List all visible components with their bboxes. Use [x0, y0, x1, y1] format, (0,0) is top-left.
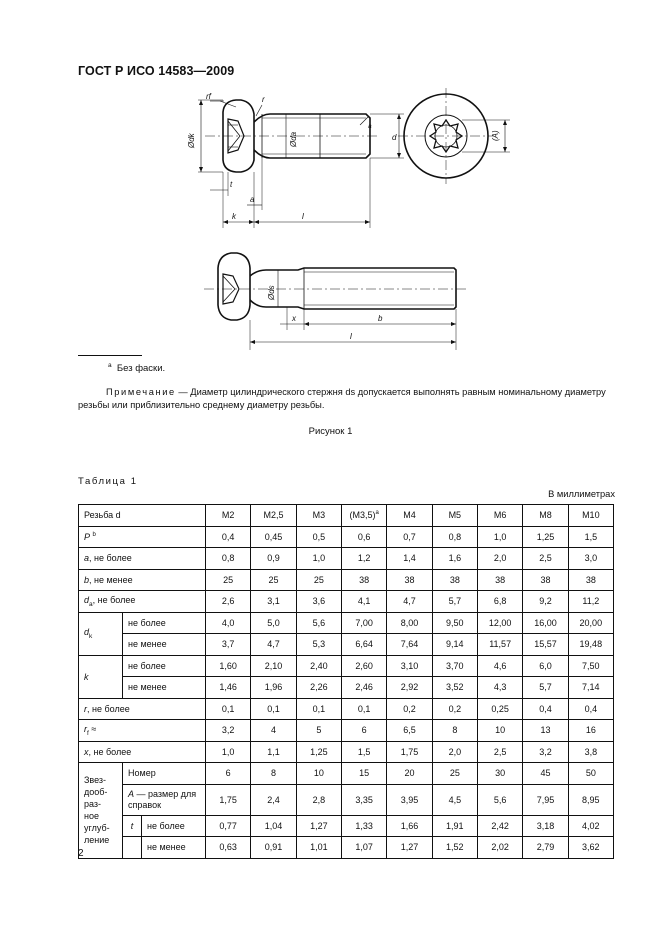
table-cell: 7,95	[523, 784, 568, 815]
table-cell: 11,57	[477, 634, 522, 656]
table-cell: 3,18	[523, 815, 568, 837]
table-cell: 50	[568, 763, 613, 785]
table-cell: 8,95	[568, 784, 613, 815]
table-cell: 10	[477, 720, 522, 742]
table-cell: 0,7	[387, 526, 432, 548]
table-cell: 3,2	[206, 720, 251, 742]
table-row	[79, 548, 614, 570]
table-row	[79, 720, 614, 742]
footnote-marker: a	[108, 362, 112, 369]
table-cell: 2,5	[523, 548, 568, 570]
table-cell: 2,0	[432, 741, 477, 763]
table-row	[79, 815, 614, 837]
table-row	[79, 655, 614, 677]
label-da: Øda	[289, 131, 298, 147]
size-header-cell: M5	[432, 505, 477, 527]
table-cell: 2,79	[523, 837, 568, 859]
size-header-cell: M8	[523, 505, 568, 527]
label-dk: Ødk	[187, 133, 196, 148]
label-x: x	[292, 314, 296, 323]
table-cell: 15	[342, 763, 387, 785]
table-cell: 4,3	[477, 677, 522, 699]
row-label: r, не более	[79, 698, 206, 720]
table-cell: 0,1	[296, 698, 341, 720]
row-label: k	[79, 655, 123, 698]
label-t: t	[230, 180, 233, 189]
size-header-cell: $(M3,5)^a$	[342, 505, 387, 527]
label-b: b	[378, 314, 383, 323]
table-cell: 2,10	[251, 655, 296, 677]
table-cell: 1,5	[568, 526, 613, 548]
table-cell: 6,0	[523, 655, 568, 677]
table-cell: 1,0	[477, 526, 522, 548]
table-cell: 6,5	[387, 720, 432, 742]
table-cell: 5,7	[432, 591, 477, 613]
screw-side-view	[198, 100, 404, 228]
table-cell: 1,0	[206, 741, 251, 763]
table-cell: 3,70	[432, 655, 477, 677]
row-label: $d_k$	[79, 612, 123, 655]
table-cell: 4,7	[387, 591, 432, 613]
table-cell: 0,63	[206, 837, 251, 859]
row-label: $r_f$ ≈	[79, 720, 206, 742]
table-cell: 5,3	[296, 634, 341, 656]
row-sublabel: не менее	[123, 677, 206, 699]
table-cell: 0,4	[206, 526, 251, 548]
table-cell: 1,25	[523, 526, 568, 548]
table-cell: 1,6	[432, 548, 477, 570]
table-cell: 5,6	[477, 784, 522, 815]
table-cell: 0,1	[206, 698, 251, 720]
table-cell: 0,9	[251, 548, 296, 570]
row-sublabel: не более	[123, 655, 206, 677]
table-cell: 38	[568, 569, 613, 591]
technical-drawing	[0, 0, 661, 360]
table-cell: 0,1	[251, 698, 296, 720]
table-row	[79, 784, 614, 815]
size-header-cell: M6	[477, 505, 522, 527]
table-cell: 0,1	[342, 698, 387, 720]
table-cell: 0,5	[296, 526, 341, 548]
table-cell: 1,60	[206, 655, 251, 677]
size-header-cell: M2	[206, 505, 251, 527]
figure-note	[78, 386, 626, 412]
table-cell: 7,64	[387, 634, 432, 656]
row-sublabel: t не более	[123, 815, 206, 837]
table-cell: 16	[568, 720, 613, 742]
label-ds: Øds	[267, 285, 276, 300]
table-cell: 9,2	[523, 591, 568, 613]
table-cell: 13	[523, 720, 568, 742]
table-row	[79, 741, 614, 763]
row-label: b, не менее	[79, 569, 206, 591]
table-cell: 0,91	[251, 837, 296, 859]
table-cell: 45	[523, 763, 568, 785]
label-a: a	[250, 195, 255, 204]
label-r: r	[262, 95, 265, 104]
table-cell: 5,6	[296, 612, 341, 634]
table-cell: 1,1	[251, 741, 296, 763]
table-cell: 8	[432, 720, 477, 742]
table-cell: 4,02	[568, 815, 613, 837]
table-cell: 30	[477, 763, 522, 785]
table-cell: 3,62	[568, 837, 613, 859]
table-row	[79, 612, 614, 634]
figure-caption: Рисунок 1	[308, 426, 353, 437]
screw-side-view-reduced-shank	[204, 253, 468, 350]
table-caption: Таблица 1	[78, 476, 138, 487]
table-cell: 3,52	[432, 677, 477, 699]
row-sublabel: Номер	[123, 763, 206, 785]
table-cell: 1,07	[342, 837, 387, 859]
document-header: ГОСТ Р ИСО 14583—2009	[78, 64, 235, 78]
table-cell: 0,2	[387, 698, 432, 720]
table-cell: 25	[296, 569, 341, 591]
table-cell: 2,42	[477, 815, 522, 837]
table-cell: 1,96	[251, 677, 296, 699]
table-row	[79, 591, 614, 613]
table-cell: 4,6	[477, 655, 522, 677]
table-cell: 1,25	[296, 741, 341, 763]
table-row	[79, 837, 614, 859]
table-cell: 38	[342, 569, 387, 591]
table-row	[79, 698, 614, 720]
table-cell: 0,25	[477, 698, 522, 720]
table-cell: 25	[251, 569, 296, 591]
table-cell: 12,00	[477, 612, 522, 634]
table-cell: 1,2	[342, 548, 387, 570]
size-header-cell: M2,5	[251, 505, 296, 527]
footnote-rule	[78, 355, 142, 356]
size-header-cell: M10	[568, 505, 613, 527]
table-cell: 2,5	[477, 741, 522, 763]
table-cell: 1,01	[296, 837, 341, 859]
table-cell: 0,4	[523, 698, 568, 720]
table-cell: 1,0	[296, 548, 341, 570]
table-cell: 4,1	[342, 591, 387, 613]
page-number: 2	[78, 848, 84, 859]
table-units: В миллиметрах	[548, 489, 615, 499]
table-cell: 2,6	[206, 591, 251, 613]
table-cell: 3,8	[568, 741, 613, 763]
table-cell: 10	[296, 763, 341, 785]
table-cell: 1,46	[206, 677, 251, 699]
table-row	[79, 634, 614, 656]
table-cell: 20,00	[568, 612, 613, 634]
table-header-row	[79, 505, 614, 527]
label-a-superscript: a	[368, 123, 372, 130]
table-cell: 6	[206, 763, 251, 785]
table-cell: 3,10	[387, 655, 432, 677]
table-cell: 38	[523, 569, 568, 591]
note-text: — Диаметр цилиндрического стержня ds допускается выполнять равным номинальному диаметру резьбы или приблизительно среднему диаметру резьбы.	[78, 387, 606, 410]
table-cell: 4,0	[206, 612, 251, 634]
table-cell: 1,75	[387, 741, 432, 763]
table-cell: 6,8	[477, 591, 522, 613]
table-cell: 1,91	[432, 815, 477, 837]
table-cell: 3,6	[296, 591, 341, 613]
table-cell: 2,26	[296, 677, 341, 699]
label-k: k	[232, 212, 236, 221]
table-cell: 1,66	[387, 815, 432, 837]
row-sublabel: A — размер для справок	[123, 784, 206, 815]
table-cell: 1,5	[342, 741, 387, 763]
table-cell: 0,45	[251, 526, 296, 548]
table-cell: 5	[296, 720, 341, 742]
table-row	[79, 763, 614, 785]
table-cell: 5,7	[523, 677, 568, 699]
row-label: a, не более	[79, 548, 206, 570]
table-cell: 3,7	[206, 634, 251, 656]
footnote: $^a$ Без фаски.	[108, 362, 166, 375]
size-header-cell: M3	[296, 505, 341, 527]
table-cell: 15,57	[523, 634, 568, 656]
table-cell: 1,33	[342, 815, 387, 837]
table-row	[79, 569, 614, 591]
note-lead: Примечание	[106, 387, 176, 397]
table-cell: 3,1	[251, 591, 296, 613]
table-cell: 3,95	[387, 784, 432, 815]
table-cell: 2,02	[477, 837, 522, 859]
label-rf: rf	[206, 92, 211, 101]
table-cell: 1,52	[432, 837, 477, 859]
table-cell: 0,77	[206, 815, 251, 837]
table-cell: 2,4	[251, 784, 296, 815]
table-cell: 2,0	[477, 548, 522, 570]
row-label: P $^b$	[79, 526, 206, 548]
table-cell: 6,64	[342, 634, 387, 656]
row-sublabel: не менее	[123, 837, 206, 859]
table-cell: 7,14	[568, 677, 613, 699]
table-cell: 7,00	[342, 612, 387, 634]
table-row	[79, 677, 614, 699]
size-header-cell: M4	[387, 505, 432, 527]
row-label: $d_a$, не более	[79, 591, 206, 613]
table-cell: 2,40	[296, 655, 341, 677]
table-cell: 8	[251, 763, 296, 785]
dimensions-table	[78, 504, 614, 859]
table-cell: 25	[206, 569, 251, 591]
table-cell: 1,4	[387, 548, 432, 570]
table-cell: 1,04	[251, 815, 296, 837]
table-cell: 3,0	[568, 548, 613, 570]
label-l: l	[302, 212, 304, 221]
table-cell: 2,92	[387, 677, 432, 699]
table-cell: 19,48	[568, 634, 613, 656]
table-cell: 20	[387, 763, 432, 785]
table-cell: 4	[251, 720, 296, 742]
table-cell: 0,8	[432, 526, 477, 548]
dimensions-table-body	[79, 505, 614, 859]
label-d: d	[392, 133, 397, 142]
table-cell: 16,00	[523, 612, 568, 634]
table-cell: 9,50	[432, 612, 477, 634]
table-cell: 0,4	[568, 698, 613, 720]
table-cell: 3,35	[342, 784, 387, 815]
table-cell: 1,75	[206, 784, 251, 815]
table-cell: 25	[432, 763, 477, 785]
label-A: (A)	[491, 130, 500, 141]
table-cell: 2,46	[342, 677, 387, 699]
table-cell: 6	[342, 720, 387, 742]
table-cell: 38	[387, 569, 432, 591]
table-cell: 5,0	[251, 612, 296, 634]
row-label: x, не более	[79, 741, 206, 763]
table-cell: 2,60	[342, 655, 387, 677]
table-cell: 1,27	[296, 815, 341, 837]
table-cell: 2,8	[296, 784, 341, 815]
table-cell: 38	[477, 569, 522, 591]
table-cell: 0,8	[206, 548, 251, 570]
table-cell: 9,14	[432, 634, 477, 656]
header-label: Резьба d	[79, 505, 206, 527]
table-cell: 38	[432, 569, 477, 591]
table-cell: 11,2	[568, 591, 613, 613]
table-cell: 4,7	[251, 634, 296, 656]
table-cell: 1,27	[387, 837, 432, 859]
table-cell: 0,6	[342, 526, 387, 548]
label-l-lower: l	[350, 332, 352, 341]
row-label: Звез- дооб- раз- ное углуб- ление	[79, 763, 123, 859]
table-cell: 3,2	[523, 741, 568, 763]
row-sublabel: не более	[123, 612, 206, 634]
table-row	[79, 526, 614, 548]
table-cell: 7,50	[568, 655, 613, 677]
table-cell: 4,5	[432, 784, 477, 815]
table-cell: 0,2	[432, 698, 477, 720]
row-sublabel: не менее	[123, 634, 206, 656]
table-cell: 8,00	[387, 612, 432, 634]
